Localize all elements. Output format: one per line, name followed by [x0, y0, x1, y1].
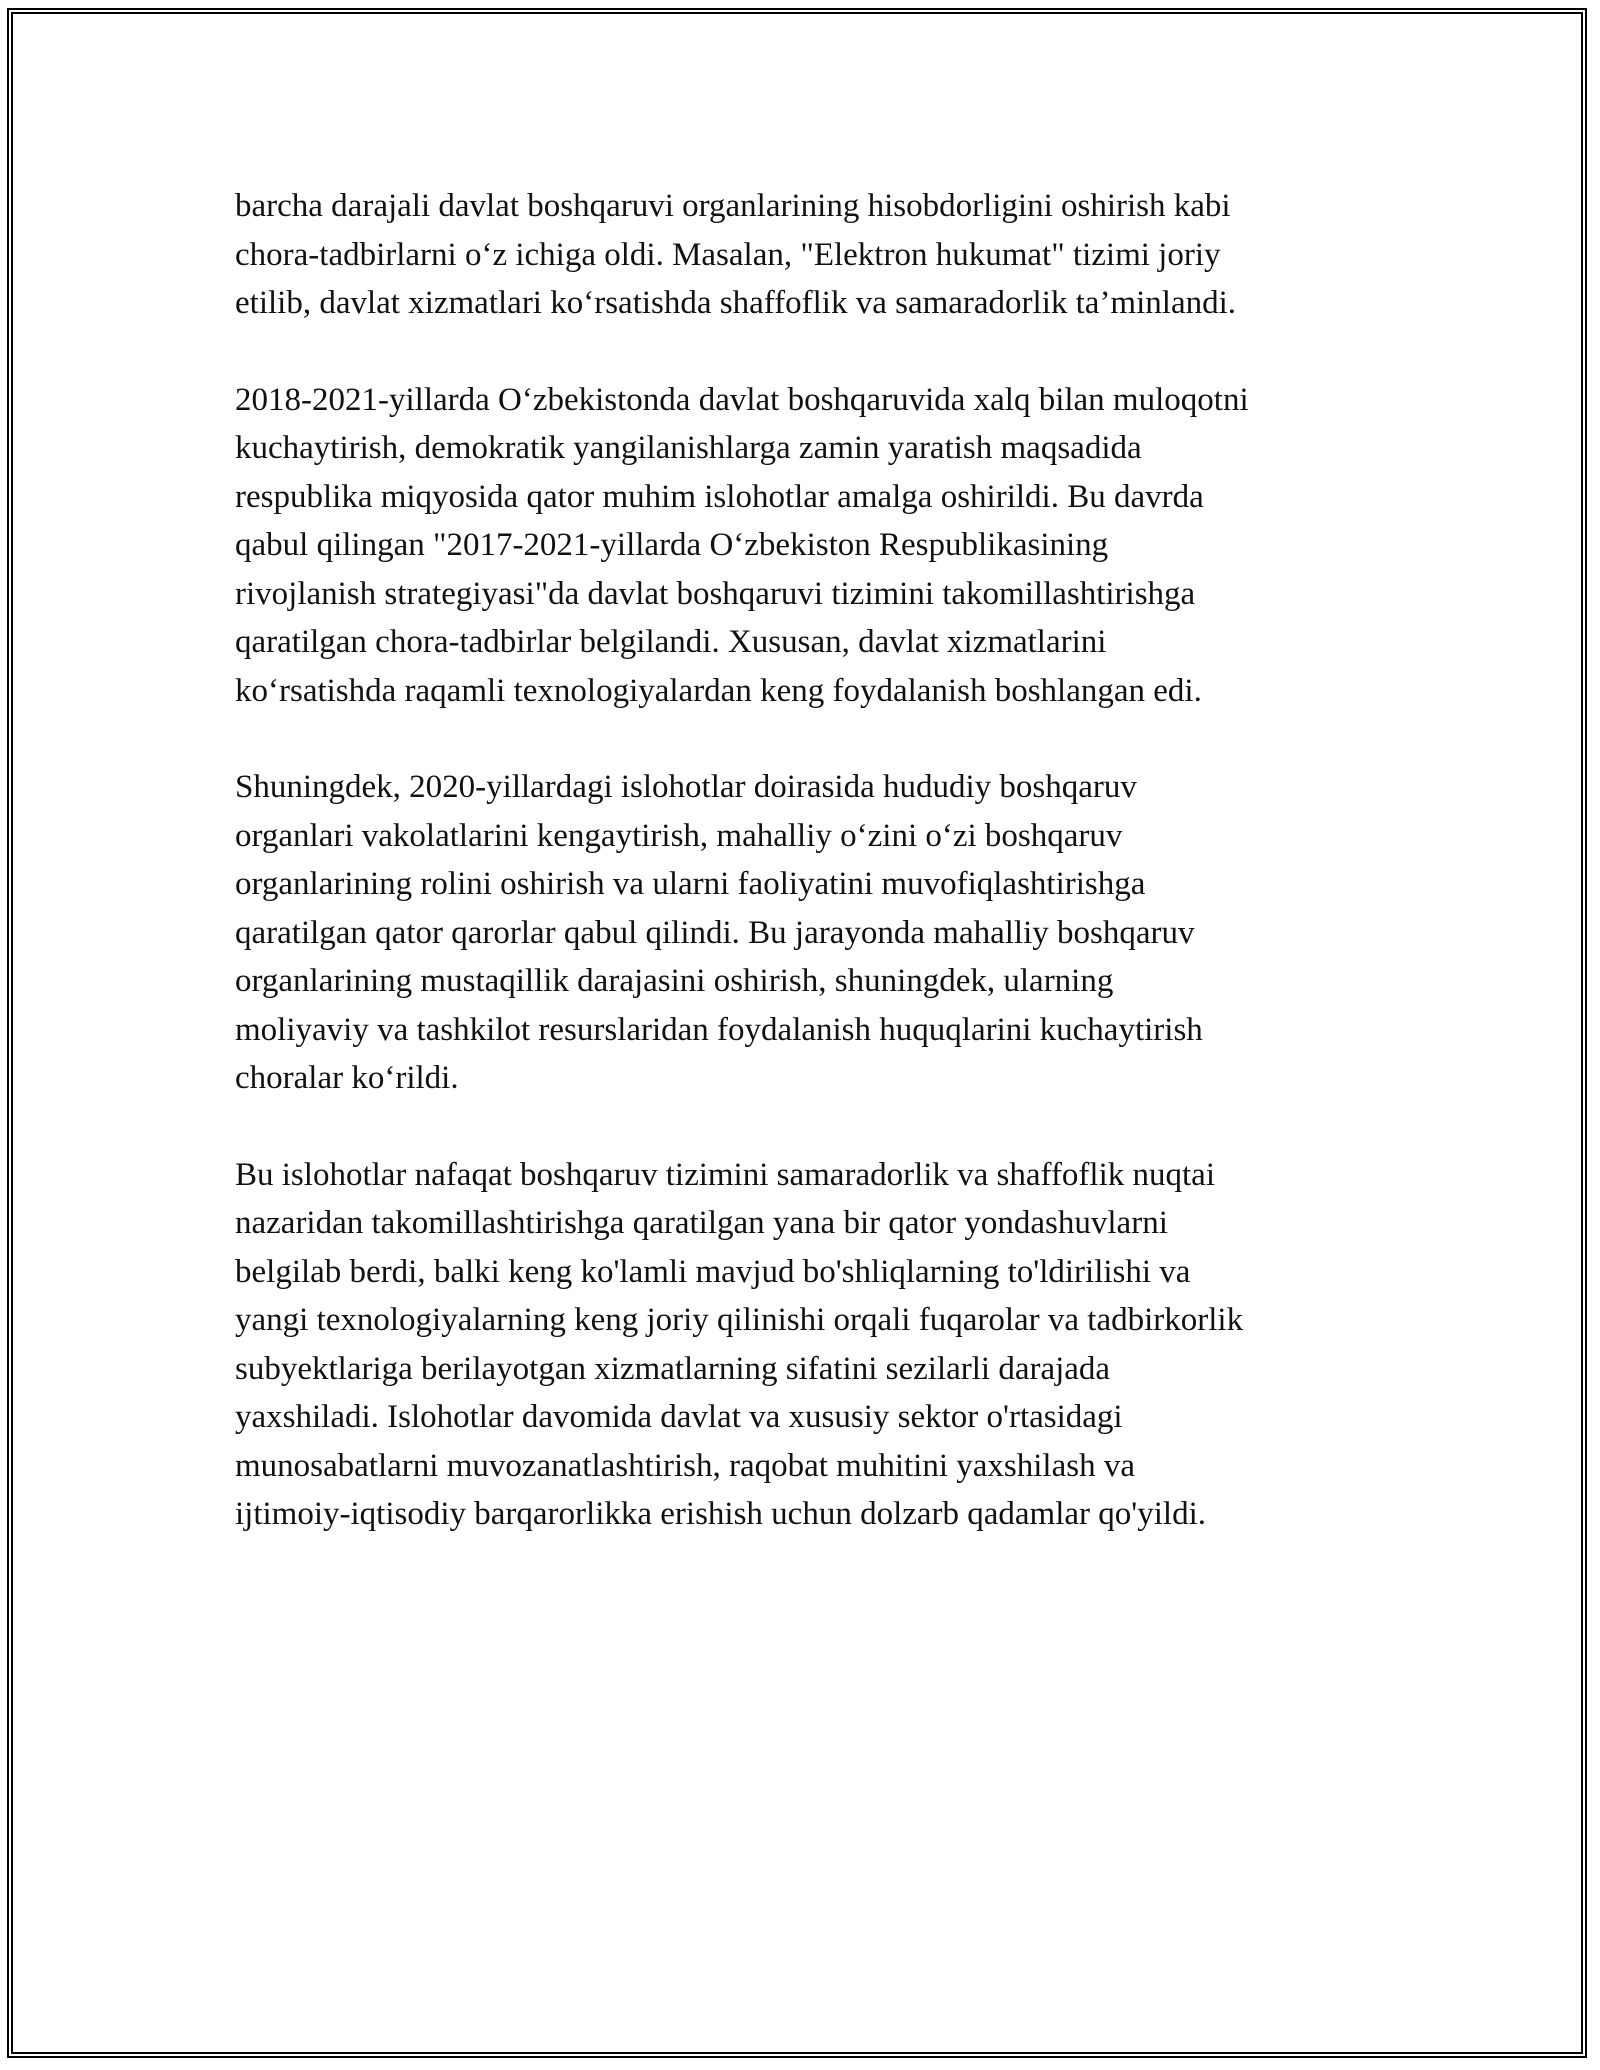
document-body — [235, 182, 1375, 1587]
paragraph-1: barcha darajali davlat boshqaruvi organlarining hisobdorligini oshirish kabi chora-tadbirlarni o‘z ichiga oldi. Masalan, "Elektron hukumat" tizimi joriy etilib, davlat xizmatlari ko‘rsatishda shaffoflik va samaradorlik ta’minlandi. — [235, 188, 1237, 321]
paragraph-2: 2018-2021-yillarda O‘zbekistonda davlat boshqaruvida xalq bilan muloqotni kuchaytirish, demokratik yangilanishlarga zamin yaratish maqsadida respublika miqyosida qator muhim islohotlar amalga oshirildi. Bu davrda qabul qilingan "2017-2021-yillarda O‘zbekiston Respublikasining rivojlanish strategiyasi"da davlat boshqaruvi tizimini takomillashtirishga qaratilgan chora-tadbirlar belgilandi. Xususan, davlat xizmatlarini ko‘rsatishda raqamli texnologiyalardan keng foydalanish boshlangan edi. — [235, 381, 1249, 709]
paragraph-3: Shuningdek, 2020-yillardagi islohotlar doirasida hududiy boshqaruv organlari vakolatlarini kengaytirish, mahalliy o‘zini o‘zi boshqaruv organlarining rolini oshirish va ularni faoliyatini muvofiqlashtirishga qaratilgan qator qarorlar qabul qilindi. Bu jarayonda mahalliy boshqaruv organlarining mustaqillik darajasini oshirish, shuningdek, ularning moliyaviy va tashkilot resurslaridan foydalanish huquqlarini kuchaytirish choralar ko‘rildi. — [235, 769, 1203, 1096]
paragraph-4: Bu islohotlar nafaqat boshqaruv tizimini samaradorlik va shaffoflik nuqtai nazaridan takomillashtirishga qaratilgan yana bir qator yondashuvlarni belgilab berdi, balki keng ko'lamli mavjud bo'shliqlarning to'ldirilishi va yangi texnologiyalarning keng joriy qilinishi orqali fuqarolar va tadbirkorlik subyektlariga berilayotgan xizmatlarning sifatini sezilarli darajada yaxshiladi. Islohotlar davomida davlat va xususiy sektor o'rtasidagi munosabatlarni muvozanatlashtirish, raqobat muhitini yaxshilash va ijtimoiy-iqtisodiy barqarorlikka erishish uchun dolzarb qadamlar qo'yildi. — [235, 1156, 1244, 1532]
